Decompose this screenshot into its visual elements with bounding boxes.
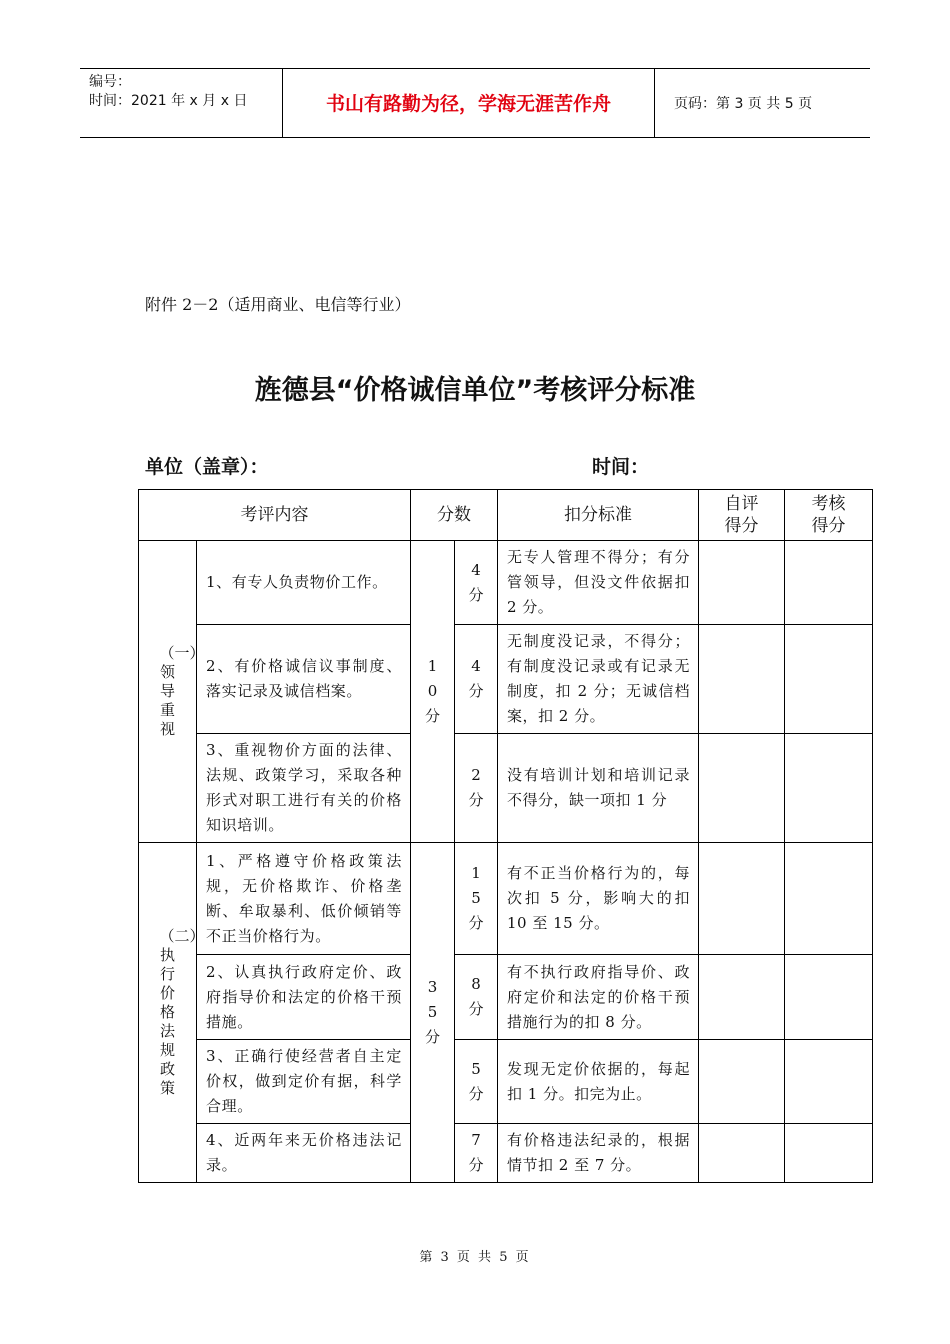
self-score-input[interactable] bbox=[699, 1040, 785, 1124]
table-row bbox=[139, 625, 873, 734]
attachment-label: 附件 2－2（适用商业、电信等行业） bbox=[145, 295, 411, 314]
check-score-input[interactable] bbox=[785, 843, 873, 955]
header-time: 时间：2021 年 x 月 x 日 bbox=[89, 93, 248, 109]
criteria-cell: 有不执行政府指导价、政府定价和法定的价格干预措施行为的扣 8 分。 bbox=[498, 955, 699, 1040]
check-score-input[interactable] bbox=[785, 955, 873, 1040]
header-criteria: 扣分标准 bbox=[498, 490, 699, 541]
self-score-input[interactable] bbox=[699, 541, 785, 625]
criteria-cell: 无制度没记录，不得分；有制度没记录或有记录无制度，扣 2 分；无诚信档案，扣 2 分。 bbox=[498, 625, 699, 734]
header-page-number bbox=[664, 69, 870, 137]
score-label: 5分 bbox=[468, 1059, 484, 1103]
document-title: 旌德县“价格诚信单位”考核评分标准 bbox=[254, 375, 696, 406]
content-cell: 1、严格遵守价格政策法规，无价格欺诈、价格垄断、牟取暴利、低价倾销等不正当价格行为。 bbox=[197, 843, 411, 955]
content-cell: 3、重视物价方面的法律、法规、政策学习，采取各种形式对职工进行有关的价格知识培训。 bbox=[197, 734, 411, 843]
total-label: 35分 bbox=[424, 978, 440, 1046]
score-cell bbox=[455, 843, 498, 955]
score-cell bbox=[455, 955, 498, 1040]
score-cell bbox=[455, 734, 498, 843]
header-content: 考评内容 bbox=[139, 490, 411, 541]
header-check-score: 考核得分 bbox=[785, 490, 873, 541]
page-footer: 第 3 页 共 5 页 bbox=[419, 1250, 531, 1265]
score-cell bbox=[455, 1124, 498, 1183]
self-score-input[interactable] bbox=[699, 843, 785, 955]
score-label: 8分 bbox=[468, 975, 484, 1018]
table-row bbox=[139, 955, 873, 1040]
category-label: （二）执行价格法规政策 bbox=[159, 927, 205, 1097]
check-score-input[interactable] bbox=[785, 1124, 873, 1183]
total-label: 10分 bbox=[424, 657, 440, 725]
check-score-input[interactable] bbox=[785, 625, 873, 734]
self-score-input[interactable] bbox=[699, 955, 785, 1040]
check-score-input[interactable] bbox=[785, 541, 873, 625]
header-self-score: 自评得分 bbox=[699, 490, 785, 541]
criteria-cell: 有价格违法纪录的，根据情节扣 2 至 7 分。 bbox=[498, 1124, 699, 1183]
section-category bbox=[139, 843, 205, 1183]
self-score-input[interactable] bbox=[699, 1124, 785, 1183]
table-row bbox=[139, 843, 873, 955]
unit-seal-label: 单位（盖章）： bbox=[145, 456, 269, 478]
criteria-cell: 没有培训计划和培训记录不得分，缺一项扣 1 分 bbox=[498, 734, 699, 843]
header-motto: 书山有路勤为径，学海无涯苦作舟 bbox=[283, 69, 655, 137]
score-label: 15分 bbox=[468, 864, 484, 932]
score-cell bbox=[455, 541, 498, 625]
content-cell: 2、认真执行政府定价、政府指导价和法定的价格干预措施。 bbox=[197, 955, 411, 1040]
section-total bbox=[411, 843, 455, 1183]
score-label: 7分 bbox=[468, 1131, 484, 1174]
criteria-cell: 无专人管理不得分；有分管领导，但没文件依据扣 2 分。 bbox=[498, 541, 699, 625]
content-cell: 3、正确行使经营者自主定价权，做到定价有据，科学合理。 bbox=[197, 1040, 411, 1124]
self-score-input[interactable] bbox=[699, 734, 785, 843]
score-cell bbox=[455, 625, 498, 734]
section-category bbox=[139, 541, 205, 843]
category-label: （一）领导重视 bbox=[159, 644, 205, 738]
section-total bbox=[411, 541, 455, 843]
table-row bbox=[139, 1040, 873, 1124]
score-label: 2分 bbox=[468, 766, 484, 809]
table-row bbox=[139, 541, 873, 625]
header-meta bbox=[80, 69, 283, 137]
table-row bbox=[139, 1124, 873, 1183]
content-cell: 1、有专人负责物价工作。 bbox=[197, 541, 411, 625]
criteria-cell: 有不正当价格行为的，每次扣 5 分，影响大的扣 10 至 15 分。 bbox=[498, 843, 699, 955]
score-label: 4分 bbox=[468, 657, 484, 700]
content-cell: 4、近两年来无价格违法记录。 bbox=[197, 1124, 411, 1183]
page-header bbox=[80, 68, 870, 138]
criteria-cell: 发现无定价依据的，每起扣 1 分。扣完为止。 bbox=[498, 1040, 699, 1124]
score-cell bbox=[455, 1040, 498, 1124]
time-label: 时间： bbox=[592, 456, 650, 478]
page-label: 页码：第 3 页 共 5 页 bbox=[674, 96, 813, 112]
score-label: 4分 bbox=[468, 560, 484, 604]
table-header-row bbox=[139, 490, 873, 541]
serial-label: 编号： bbox=[89, 74, 131, 90]
check-score-input[interactable] bbox=[785, 1040, 873, 1124]
content-cell: 2、有价格诚信议事制度、落实记录及诚信档案。 bbox=[197, 625, 411, 734]
scoring-table bbox=[138, 489, 873, 1183]
header-score: 分数 bbox=[411, 490, 498, 541]
self-score-input[interactable] bbox=[699, 625, 785, 734]
table-row bbox=[139, 734, 873, 843]
check-score-input[interactable] bbox=[785, 734, 873, 843]
